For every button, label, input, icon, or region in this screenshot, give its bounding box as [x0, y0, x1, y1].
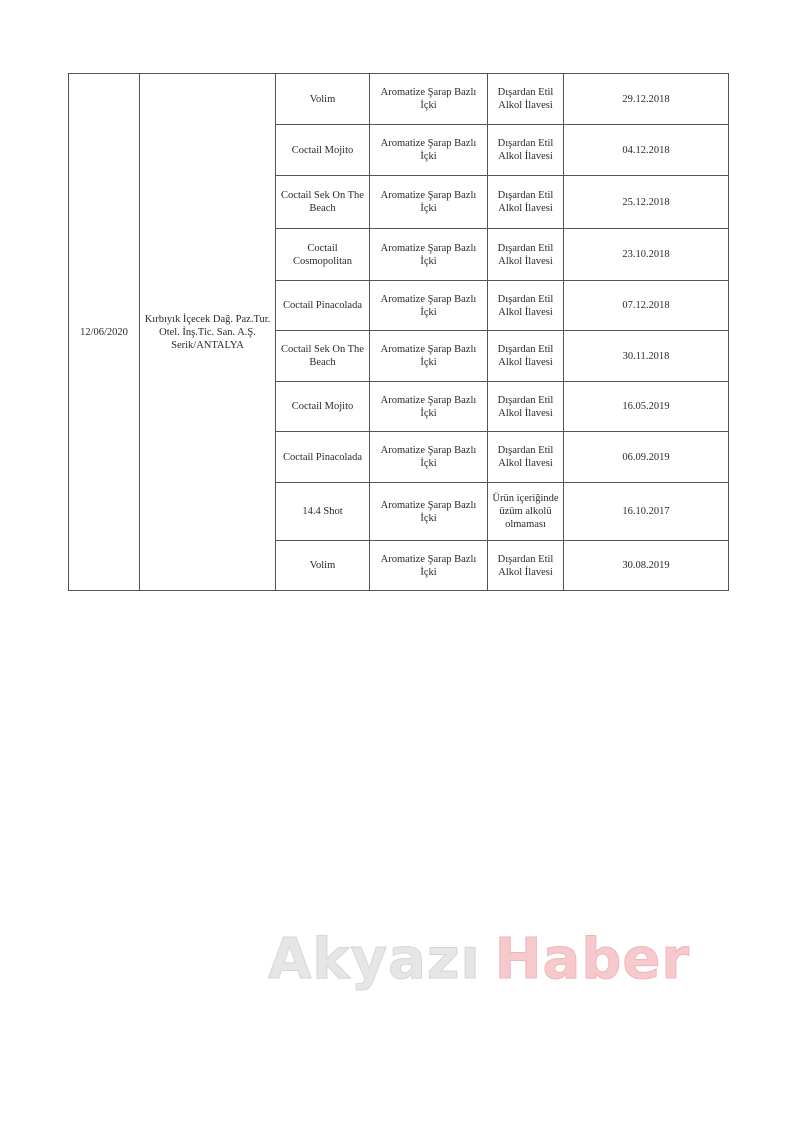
product-cell: Coctail Cosmopolitan	[276, 229, 370, 281]
reason-cell: Dışardan Etil Alkol İlavesi	[488, 331, 564, 382]
table-row	[69, 74, 729, 125]
decision-date-cell: 12/06/2020	[69, 74, 140, 591]
production-date-cell: 04.12.2018	[564, 125, 729, 176]
type-cell: Aromatize Şarap Bazlı İçki	[370, 331, 488, 382]
type-cell: Aromatize Şarap Bazlı İçki	[370, 176, 488, 229]
type-cell: Aromatize Şarap Bazlı İçki	[370, 483, 488, 541]
reason-cell: Dışardan Etil Alkol İlavesi	[488, 281, 564, 331]
production-date-cell: 25.12.2018	[564, 176, 729, 229]
watermark-text-haber: Haber	[494, 927, 691, 992]
violations-table	[68, 73, 729, 591]
production-date-cell: 16.10.2017	[564, 483, 729, 541]
production-date-cell: 30.11.2018	[564, 331, 729, 382]
product-cell: Volim	[276, 541, 370, 591]
type-cell: Aromatize Şarap Bazlı İçki	[370, 74, 488, 125]
reason-cell: Dışardan Etil Alkol İlavesi	[488, 541, 564, 591]
product-cell: Coctail Mojito	[276, 382, 370, 432]
type-cell: Aromatize Şarap Bazlı İçki	[370, 382, 488, 432]
production-date-cell: 07.12.2018	[564, 281, 729, 331]
company-cell: Kırbıyık İçecek Dağ. Paz.Tur. Otel. İnş.Tic. San. A.Ş. Serik/ANTALYA	[140, 74, 276, 591]
production-date-cell: 16.05.2019	[564, 382, 729, 432]
production-date-cell: 30.08.2019	[564, 541, 729, 591]
reason-cell: Ürün içeriğinde üzüm alkolü olmaması	[488, 483, 564, 541]
reason-cell: Dışardan Etil Alkol İlavesi	[488, 125, 564, 176]
type-cell: Aromatize Şarap Bazlı İçki	[370, 281, 488, 331]
production-date-cell: 23.10.2018	[564, 229, 729, 281]
type-cell: Aromatize Şarap Bazlı İçki	[370, 125, 488, 176]
product-cell: Coctail Pinacolada	[276, 281, 370, 331]
production-date-cell: 29.12.2018	[564, 74, 729, 125]
reason-cell: Dışardan Etil Alkol İlavesi	[488, 382, 564, 432]
watermark-logo	[268, 928, 690, 992]
type-cell: Aromatize Şarap Bazlı İçki	[370, 541, 488, 591]
type-cell: Aromatize Şarap Bazlı İçki	[370, 229, 488, 281]
product-cell: Coctail Sek On The Beach	[276, 331, 370, 382]
type-cell: Aromatize Şarap Bazlı İçki	[370, 432, 488, 483]
product-cell: Coctail Mojito	[276, 125, 370, 176]
product-cell: 14.4 Shot	[276, 483, 370, 541]
reason-cell: Dışardan Etil Alkol İlavesi	[488, 176, 564, 229]
product-cell: Coctail Pinacolada	[276, 432, 370, 483]
reason-cell: Dışardan Etil Alkol İlavesi	[488, 74, 564, 125]
reason-cell: Dışardan Etil Alkol İlavesi	[488, 432, 564, 483]
product-cell: Volim	[276, 74, 370, 125]
product-cell: Coctail Sek On The Beach	[276, 176, 370, 229]
production-date-cell: 06.09.2019	[564, 432, 729, 483]
reason-cell: Dışardan Etil Alkol İlavesi	[488, 229, 564, 281]
watermark-text-akyazi: Akyazı	[268, 927, 481, 992]
